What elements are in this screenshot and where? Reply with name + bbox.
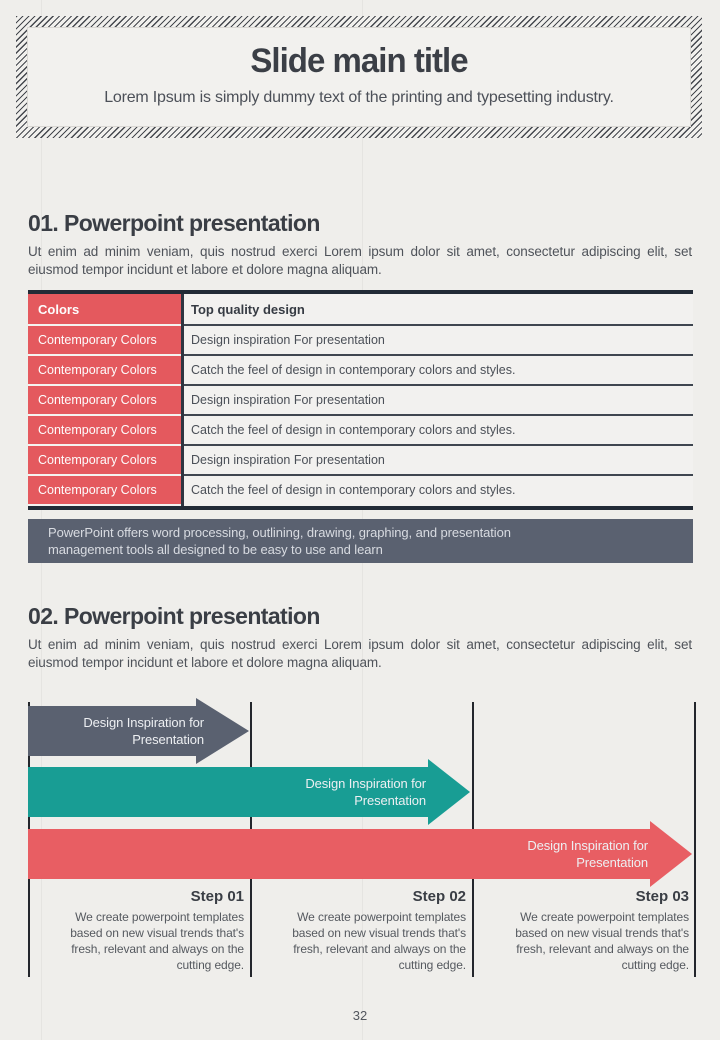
banner-line2: management tools all designed to be easy to use and learn <box>48 542 383 557</box>
banner-line1: PowerPoint offers word processing, outlining, drawing, graphing, and presentation <box>48 525 511 540</box>
arrow-label-line2: Presentation <box>576 855 648 870</box>
section2-heading: 02. Powerpoint presentation <box>28 603 320 629</box>
colors-table <box>28 290 693 510</box>
step-body: We create powerpoint templates based on new visual trends that's fresh, relevant and always on the cutting edge. <box>515 910 689 972</box>
row-desc: Catch the feel of design in contemporary colors and styles. <box>181 416 693 446</box>
table-row <box>28 416 693 446</box>
row-desc: Catch the feel of design in contemporary colors and styles. <box>181 476 693 506</box>
arrow-label-step2 <box>28 775 426 809</box>
table-header-quality: Top quality design <box>181 294 693 326</box>
step-title: Step 01 <box>190 888 244 905</box>
arrow-label-line1: Design Inspiration for <box>83 715 204 730</box>
section1-heading: 01. Powerpoint presentation <box>28 210 320 236</box>
arrow-head-step2 <box>428 759 470 825</box>
section1-paragraph: Ut enim ad minim veniam, quis nostrud exerci Lorem ipsum dolor sit amet, consectetur adipiscing elit, set eiusmod tempor incidunt et labore et dolore magna aliquam. <box>28 244 692 277</box>
row-desc: Design inspiration For presentation <box>181 446 693 476</box>
timeline-gridline-3 <box>694 702 696 977</box>
page-title: Slide main title <box>250 42 468 80</box>
info-banner <box>28 519 693 563</box>
arrow-head-step3 <box>650 821 692 887</box>
table-column-divider <box>181 294 184 506</box>
row-label: Contemporary Colors <box>28 416 181 446</box>
step-title: Step 03 <box>635 888 689 905</box>
arrow-label-line2: Presentation <box>354 793 426 808</box>
table-header-row <box>28 294 693 326</box>
arrow-label-step1 <box>28 714 204 748</box>
table-row <box>28 386 693 416</box>
arrow-label-line2: Presentation <box>132 732 204 747</box>
step-body: We create powerpoint templates based on new visual trends that's fresh, relevant and always on the cutting edge. <box>70 910 244 972</box>
row-desc: Design inspiration For presentation <box>181 326 693 356</box>
step-block-2 <box>266 888 466 973</box>
table-row <box>28 326 693 356</box>
step-block-1 <box>44 888 244 973</box>
row-label: Contemporary Colors <box>28 326 181 356</box>
page-subtitle: Lorem Ipsum is simply dummy text of the printing and typesetting industry. <box>104 89 614 106</box>
step-body: We create powerpoint templates based on new visual trends that's fresh, relevant and always on the cutting edge. <box>292 910 466 972</box>
arrow-label-line1: Design Inspiration for <box>527 838 648 853</box>
row-label: Contemporary Colors <box>28 476 181 506</box>
row-label: Contemporary Colors <box>28 356 181 386</box>
row-desc: Catch the feel of design in contemporary colors and styles. <box>181 356 693 386</box>
table-header-colors: Colors <box>28 294 181 326</box>
header-hatched-frame <box>16 16 702 138</box>
row-desc: Design inspiration For presentation <box>181 386 693 416</box>
arrow-label-line1: Design Inspiration for <box>305 776 426 791</box>
section2-paragraph: Ut enim ad minim veniam, quis nostrud exerci Lorem ipsum dolor sit amet, consectetur adipiscing elit, set eiusmod tempor incidunt et labore et dolore magna aliquam. <box>28 637 692 670</box>
row-label: Contemporary Colors <box>28 386 181 416</box>
page-number: 32 <box>352 1008 368 1023</box>
table-row <box>28 446 693 476</box>
header-box <box>27 27 691 127</box>
step-block-3 <box>489 888 689 973</box>
table-row <box>28 356 693 386</box>
row-label: Contemporary Colors <box>28 446 181 476</box>
table-row <box>28 476 693 506</box>
arrow-label-step3 <box>28 837 648 871</box>
step-title: Step 02 <box>412 888 466 905</box>
